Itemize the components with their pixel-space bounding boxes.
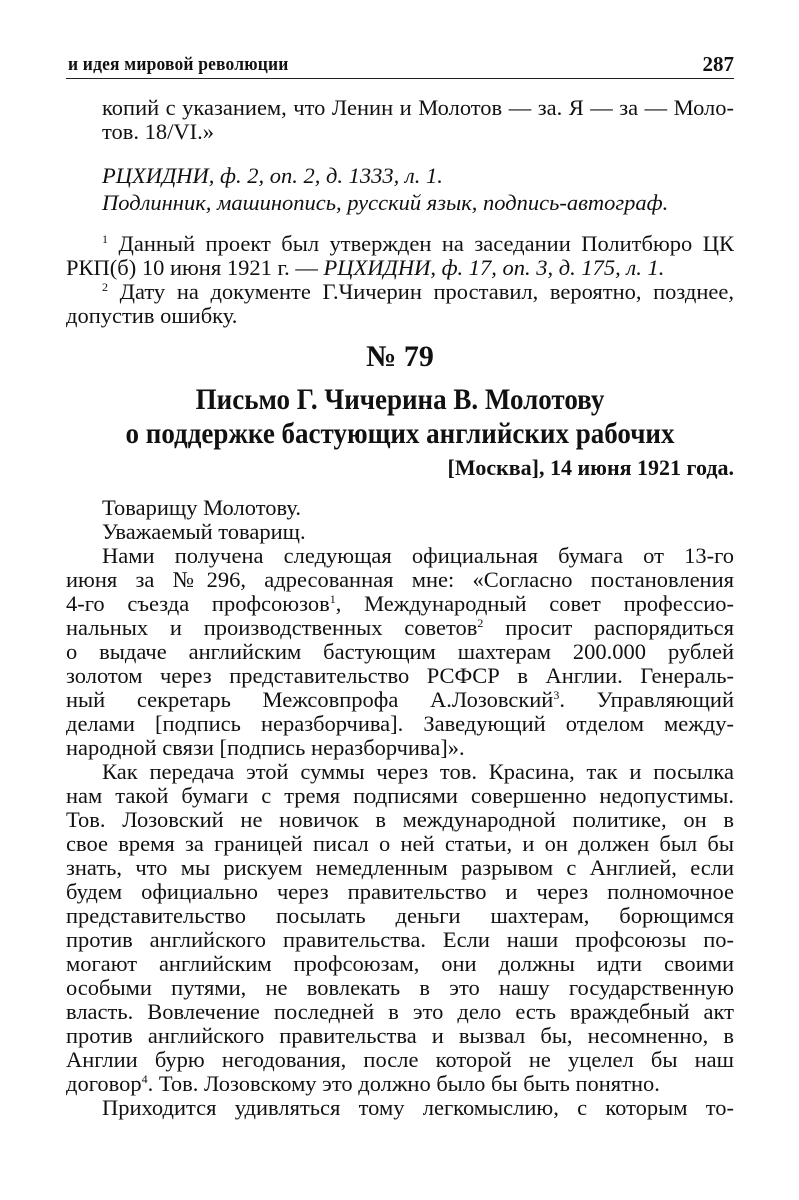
salutation: Товарищу Молотову.	[102, 495, 301, 520]
paragraph-line: ный секретарь Межсовпрофа А.Лозовский$^3$. Управляющий	[66, 687, 735, 712]
footnote-marker: 1	[102, 232, 108, 246]
footnotes	[66, 232, 734, 328]
letter-body	[66, 496, 734, 1120]
paragraph-line: против английского правительства. Если наши профсоюзы по-	[66, 927, 734, 952]
paragraph-line: Нами получена следующая официальная бумага от 13-го	[102, 543, 734, 568]
footnote-2-line: $^2$ Дату на документе Г.Чичерин проставил, вероятно, позднее,	[102, 279, 734, 304]
footnote-marker: 4	[141, 1072, 148, 1086]
footnote-1-line: $^1$ Данный проект был утвержден на заседании Политбюро ЦК	[102, 231, 735, 256]
paragraph-line: особыми путями, не вовлекать в это нашу государственную	[66, 975, 734, 1000]
document-number: № 79	[366, 340, 434, 373]
paragraph-line: Англии бурю негодования, после которой не уцелел бы наш	[66, 1047, 734, 1072]
salutation: Уважаемый товарищ.	[102, 519, 306, 544]
paragraph-line: 4-го съезда профсоюзов$^1$, Международный совет профессио-	[66, 591, 734, 616]
footnote-2-line: допустив ошибку.	[66, 303, 238, 328]
paragraph-line: знать, что мы рискуем немедленным разрывом с Англией, если	[66, 855, 734, 880]
running-head-title: и идея мировой революции	[68, 54, 289, 75]
paragraph-line: делами [подпись неразборчива]. Заведующий отделом между-	[66, 711, 734, 736]
intro-text	[102, 96, 734, 144]
archive-reference: РЦХИДНИ, ф. 17, оп. 3, д. 175, л. 1.	[323, 255, 665, 280]
intro-line: копий с указанием, что Ленин и Молотов — за. Я — за — Моло-	[102, 95, 734, 120]
footnote-marker: 1	[329, 592, 336, 606]
paragraph-line: золотом через представительство РСФСР в Англии. Генераль-	[66, 663, 734, 688]
footnote-marker: 3	[553, 688, 560, 702]
paragraph-line: договор$^4$. Тов. Лозовскому это должно было бы быть понятно.	[66, 1071, 660, 1096]
paragraph-line: о выдаче английским бастующим шахтерам 200.000 рублей	[66, 639, 734, 664]
paragraph-line: власть. Вовлечение последней в это дело есть враждебный акт	[66, 999, 734, 1024]
paragraph-line: июня за №296, адресованная мне: «Согласно постановления	[66, 567, 734, 592]
paragraph-line: представительство посылать деньги шахтерам, борющимся	[66, 903, 734, 928]
archive-reference: РЦХИДНИ, ф. 2, оп. 2, д. 1333, л. 1.	[102, 163, 443, 188]
document-title-line: Письмо Г. Чичерина В. Молотову	[195, 383, 605, 416]
paragraph-line: будем официально через правительство и через полномочное	[66, 879, 734, 904]
footnote-marker: 2	[477, 616, 484, 630]
archive-description: Подлинник, машинопись, русский язык, подпись-автограф.	[102, 190, 669, 215]
intro-line: тов. 18/VI.»	[102, 119, 215, 144]
paragraph-line: нальных и производственных советов$^2$ просит распорядиться	[66, 615, 735, 640]
document-title	[66, 383, 734, 451]
running-head	[66, 52, 734, 79]
paragraph-line: Как передача этой суммы через тов. Красина, так и посылка	[102, 759, 734, 784]
footnote-1-line: РКП(б) 10 июня 1921 г. — РЦХИДНИ, ф. 17, оп. 3, д. 175, л. 1.	[66, 255, 665, 280]
paragraph-line: Тов. Лозовский не новичок в международной политике, он в	[66, 807, 734, 832]
paragraph-line: против английского правительства и вызвал бы, несомненно, в	[66, 1023, 734, 1048]
paragraph-line: народной связи [подпись неразборчива]».	[66, 735, 465, 760]
archive-note	[102, 164, 734, 218]
document-date: [Москва], 14 июня 1921 года.	[447, 455, 734, 480]
paragraph-line: Приходится удивляться тому легкомыслию, с которым то-	[102, 1095, 734, 1120]
document-title-line: о поддержке бастующих английских рабочих	[125, 417, 675, 450]
paragraph-line: могают английским профсоюзам, они должны идти своими	[66, 951, 734, 976]
footnote-marker: 2	[102, 280, 108, 294]
paragraph-line: нам такой бумаги с тремя подписями совершенно недопустимы.	[66, 783, 734, 808]
page-number: 287	[702, 52, 734, 76]
paragraph-line: свое время за границей писал о ней статьи, и он должен был бы	[66, 831, 734, 856]
